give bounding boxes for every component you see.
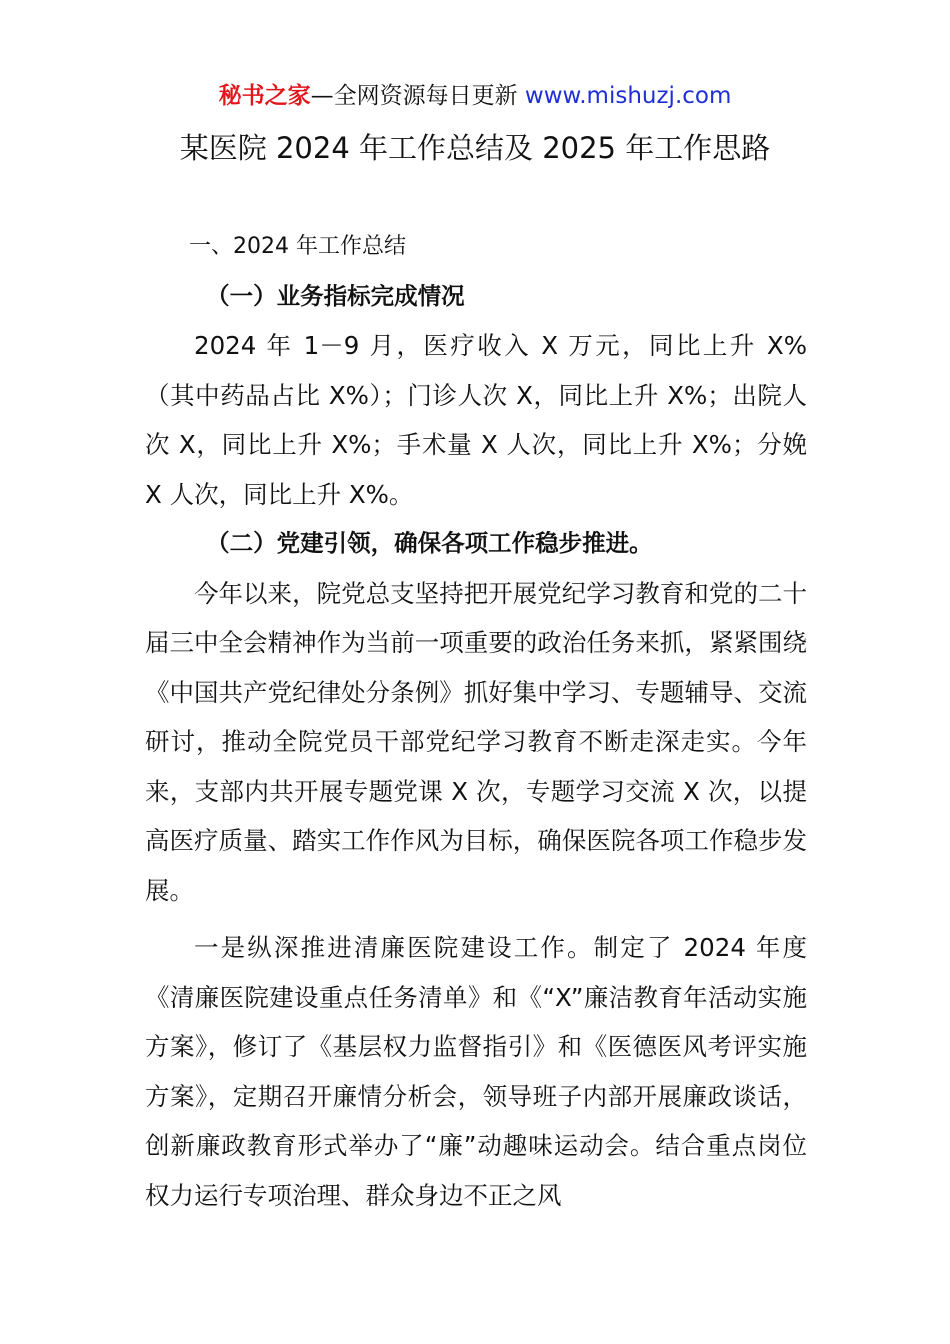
section-heading-1: 一、2024 年工作总结 xyxy=(189,234,406,259)
paragraph-3: 一是纵深推进清廉医院建设工作。制定了 2024 年度《清廉医院建设重点任务清单》和《“X”廉洁教育年活动实施方案》，修订了《基层权力监督指引》和《医德医风考评实施方案》，定期召开廉情分析会，领导班子内部开展廉政谈话，创新廉政教育形式举办了“廉”动趣味运动会。结合重点岗位权力运行专项治理、群众身边不正之风 xyxy=(145,933,807,1210)
site-header xyxy=(0,80,950,112)
paragraph-1: 2024 年 1－9 月，医疗收入 X 万元，同比上升 X%（其中药品占比 X%）；门诊人次 X，同比上升 X%；出院人次 X，同比上升 X%；手术量 X 人次，同比上升 X%；分娩 X 人次，同比上升 X%。 xyxy=(145,331,807,509)
subsection-heading-2: （二）党建引领，确保各项工作稳步推进。 xyxy=(206,529,653,557)
document-title: 某医院 2024 年工作总结及 2025 年工作思路 xyxy=(179,131,771,165)
site-tagline: —全网资源每日更新 xyxy=(310,83,525,109)
site-url-link[interactable]: www.mishuzj.com xyxy=(524,83,732,109)
document-body xyxy=(145,222,807,1220)
subsection-heading-1: （一）业务指标完成情况 xyxy=(206,281,465,310)
site-brand: 秘书之家 xyxy=(218,83,311,109)
paragraph-2: 今年以来，院党总支坚持把开展党纪学习教育和党的二十届三中全会精神作为当前一项重要的政治任务来抓，紧紧围绕《中国共产党纪律处分条例》抓好集中学习、专题辅导、交流研讨，推动全院党员干部党纪学习教育不断走深走实。今年来，支部内共开展专题党课 X 次，专题学习交流 X 次，以提高医疗质量、踏实工作作风为目标，确保医院各项工作稳步发展。 xyxy=(145,578,807,905)
